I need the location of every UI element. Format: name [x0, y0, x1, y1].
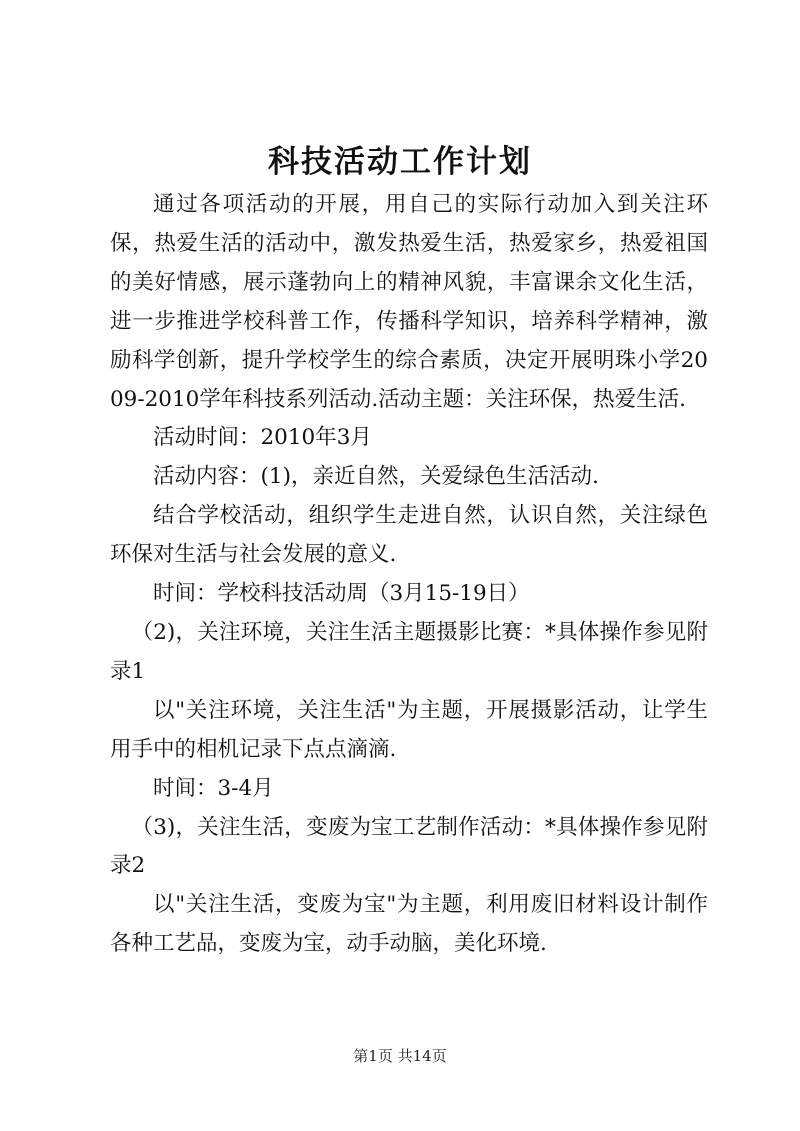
- paragraph-nature-description: 结合学校活动，组织学生走进自然，认识自然，关注绿色环保对生活与社会发展的意义.: [110, 503, 708, 568]
- paragraph-photo-time: 时间：3-4月: [153, 775, 274, 801]
- paragraph-intro: 通过各项活动的开展，用自己的实际行动加入到关注环保，热爱生活的活动中，激发热爱生活，热爱家乡，热爱祖国的美好情感，展示蓬勃向上的精神风貌，丰富课余文化生活，进一步推进学校科普工作，传播科学知识，培养科学精神，激励科学创新，提升学校学生的综合素质，决定开展明珠小学2009-2010学年科技系列活动.活动主题：关注环保，热爱生活.: [110, 192, 708, 412]
- paragraph-activity-time: 活动时间：2010年3月: [153, 425, 372, 451]
- paragraph-photo-description: 以"关注环境，关注生活"为主题，开展摄影活动，让学生用手中的相机记录下点点滴滴.: [110, 697, 708, 762]
- paragraph-photo-contest: （2)，关注环境，关注生活主题摄影比赛：*具体操作参见附录1: [110, 619, 708, 684]
- paragraph-activity-content: 活动内容：(1)，亲近自然，关爱绿色生活活动.: [153, 464, 599, 490]
- document-body: [110, 186, 708, 964]
- paragraph-nature-time: 时间：学校科技活动周（3月15-19日）: [153, 581, 530, 607]
- page-footer: 第1页 共14页: [353, 1047, 447, 1065]
- paragraph-craft-activity: （3)，关注生活，变废为宝工艺制作活动：*具体操作参见附录2: [110, 814, 708, 879]
- paragraph-craft-description: 以"关注生活，变废为宝"为主题，利用废旧材料设计制作各种工艺品，变废为宝，动手动脑，美化环境.: [110, 892, 708, 957]
- document-title: 科技活动工作计划: [268, 144, 532, 180]
